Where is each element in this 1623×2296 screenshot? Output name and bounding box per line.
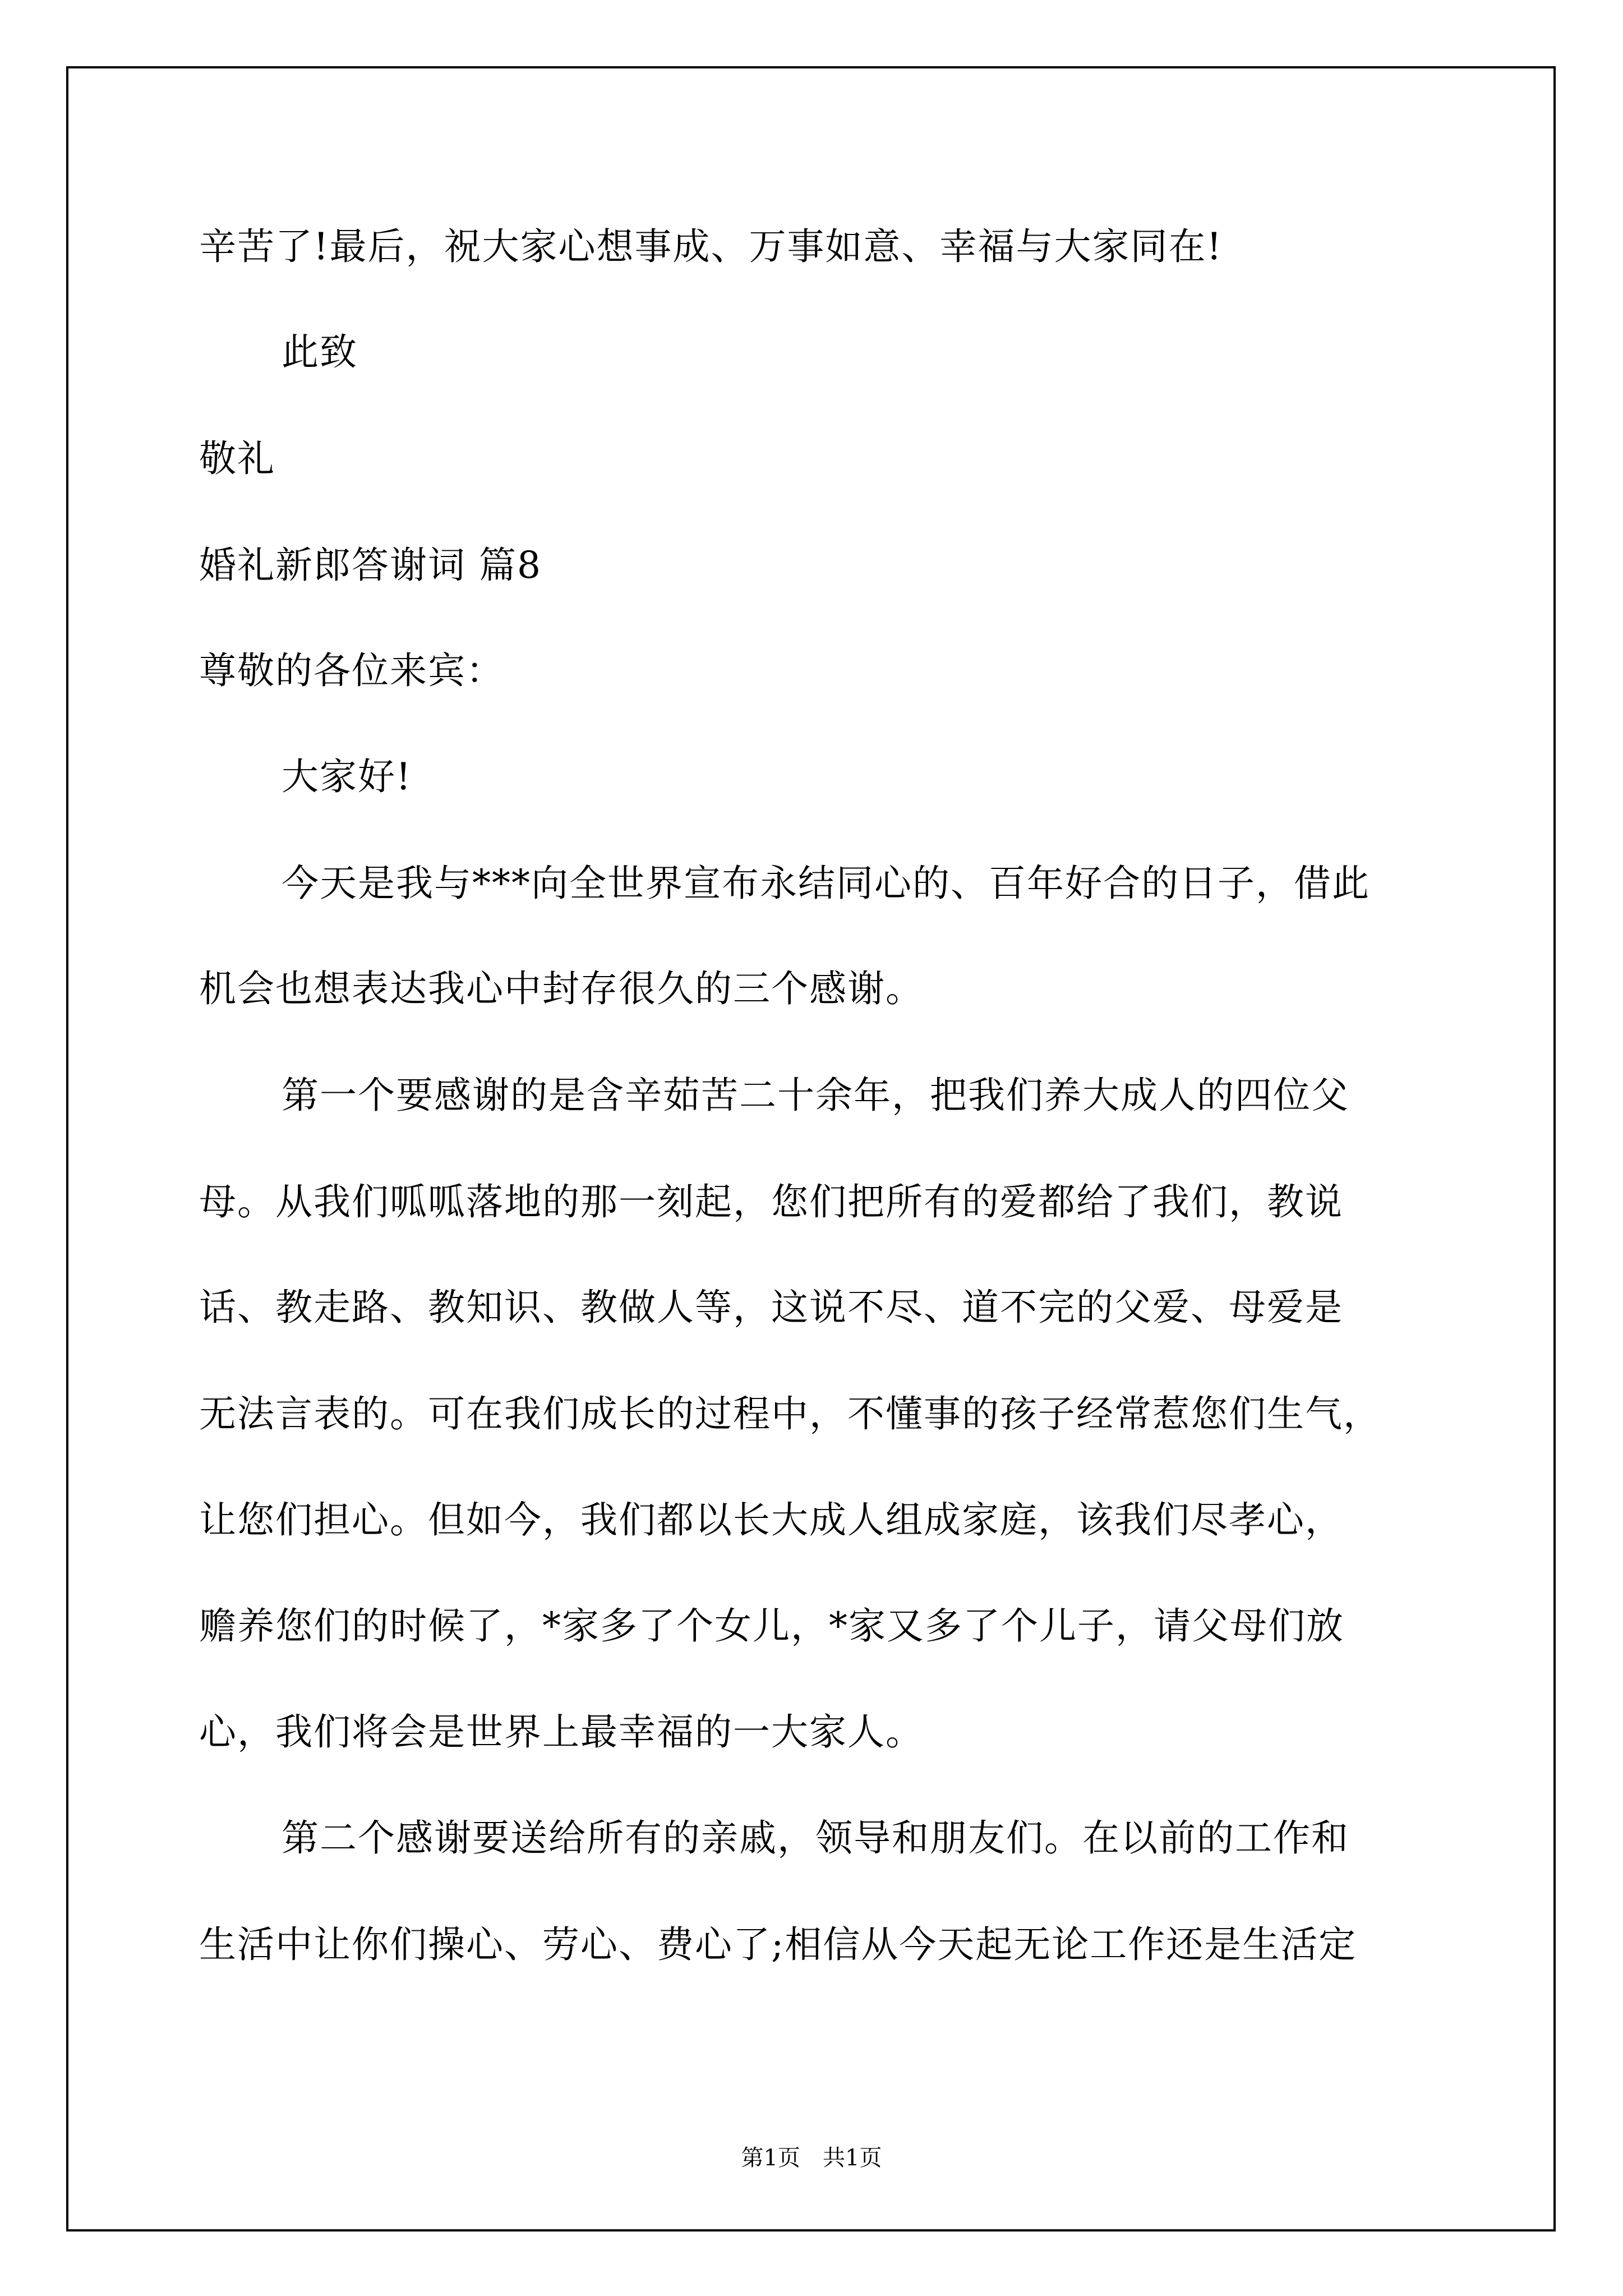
paragraph-2-line-2: 母。从我们呱呱落地的那一刻起，您们把所有的爱都给了我们，教说: [199, 1180, 1343, 1223]
paragraph-2-line-4: 无法言表的。可在我们成长的过程中，不懂事的孩子经常惹您们生气，: [199, 1392, 1381, 1435]
page-frame: [66, 66, 1556, 2231]
paragraph-2-line-6: 赡养您们的时候了，*家多了个女儿，*家又多了个儿子，请父母们放: [199, 1604, 1344, 1648]
paragraph-1-line-1: 今天是我与***向全世界宣布永结同心的、百年好合的日子，借此: [282, 862, 1370, 905]
paragraph-2-line-1: 第一个要感谢的是含辛茹苦二十余年，把我们养大成人的四位父: [282, 1074, 1349, 1117]
page-total: 共1页: [823, 2145, 882, 2171]
paragraph-2-line-5: 让您们担心。但如今，我们都以长大成人组成家庭，该我们尽孝心，: [199, 1498, 1343, 1542]
text-line-jingli: 敬礼: [199, 437, 275, 480]
paragraph-2-line-3: 话、教走路、教知识、教做人等，这说不尽、道不完的父爱、母爱是: [199, 1286, 1343, 1329]
paragraph-3-line-1: 第二个感谢要送给所有的亲戚，领导和朋友们。在以前的工作和: [282, 1816, 1349, 1860]
text-line-closing-wish: 辛苦了!最后，祝大家心想事成、万事如意、幸福与大家同在!: [199, 225, 1223, 268]
page-number: 第1页: [741, 2145, 800, 2171]
greeting: 大家好!: [282, 755, 412, 798]
salutation: 尊敬的各位来宾：: [199, 649, 504, 692]
section-heading: 婚礼新郎答谢词 篇8: [199, 544, 542, 587]
page-footer: [0, 2144, 1623, 2172]
paragraph-3-line-2: 生活中让你们操心、劳心、费心了;相信从今天起无论工作还是生活定: [199, 1923, 1357, 1966]
paragraph-1-line-2: 机会也想表达我心中封存很久的三个感谢。: [199, 967, 924, 1010]
paragraph-2-line-7: 心，我们将会是世界上最幸福的一大家人。: [199, 1710, 924, 1754]
text-line-cizhi: 此致: [282, 330, 358, 374]
